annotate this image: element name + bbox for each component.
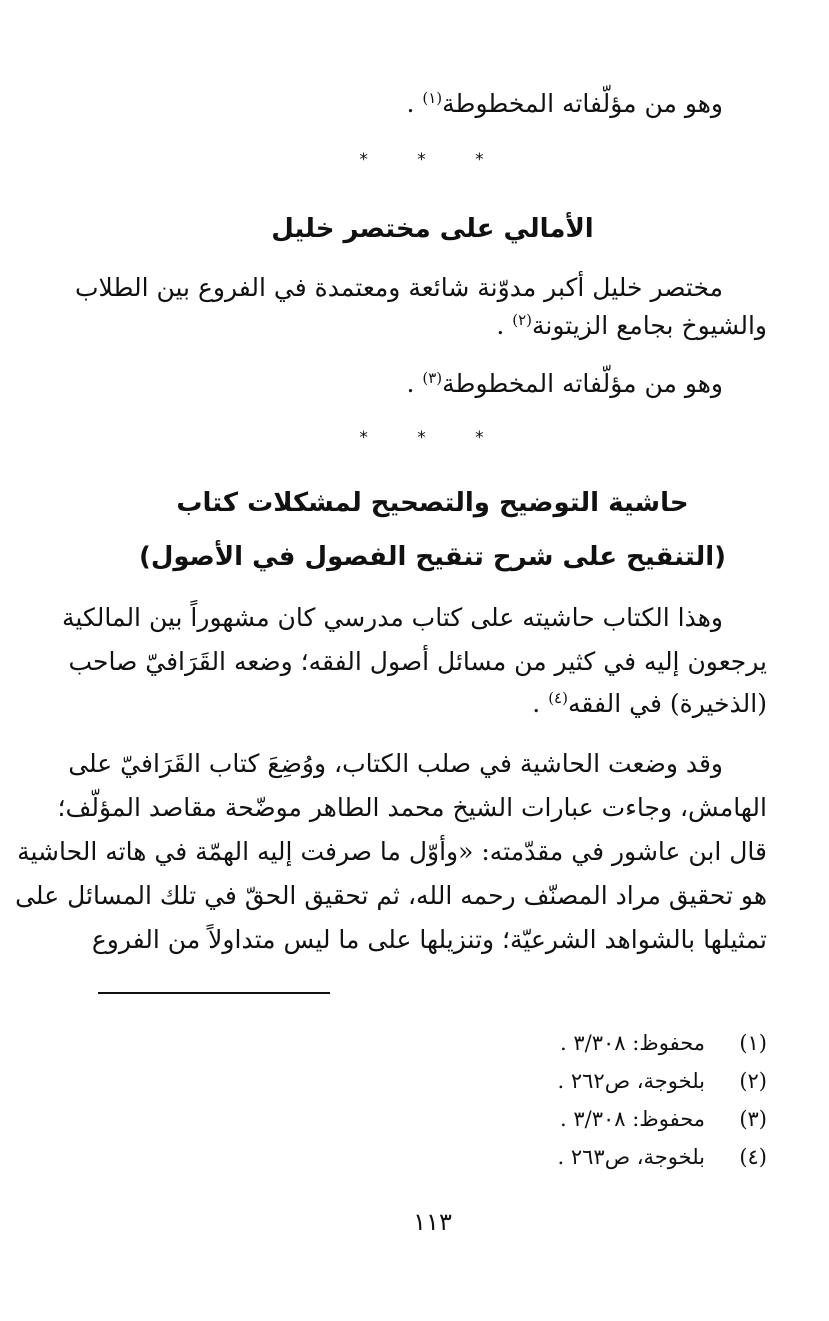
text: (الذخيرة) في الفقه [567,689,767,718]
footnote-divider [98,992,330,994]
footnote-ref: (٤) [548,689,568,707]
section-separator: * * * [359,428,506,448]
text-line: قال ابن عاشور في مقدّمته: «وأوّل ما صرفت إليه الهمّة في هاته الحاشية [17,837,767,866]
text: . [496,311,513,340]
section-heading: الأمالي على مختصر خليل [271,214,594,244]
section-subheading: (التنقيح على شرح تنقيح الفصول في الأصول) [138,542,727,572]
text-line: الهامش، وجاءت عبارات الشيخ محمد الطاهر موضّحة مقاصد المؤلّف؛ [57,793,767,822]
footnote-ref: (٢) [512,311,533,329]
footnote-text: محفوظ: ٣/٣٠٨ . [559,1031,705,1055]
footnote-2 [98,1064,767,1098]
text: وهو من مؤلّفاته المخطوطة [442,89,723,118]
section-separator: * * * [359,150,506,170]
text: . [406,89,423,118]
footnote-text: بلخوجة، ص٢٦٣ . [557,1145,705,1169]
text-line [98,686,767,722]
text-line: وقد وضعت الحاشية في صلب الكتاب، ووُضِعَ كتاب القَرَافيّ على [68,749,723,778]
footnote-text: بلخوجة، ص٢٦٢ . [557,1069,705,1093]
footnote-3 [98,1102,767,1136]
page-number: ١١٣ [413,1208,452,1236]
footnote-number: (٢) [739,1069,767,1093]
footnote-4 [98,1140,767,1174]
text: . [532,689,549,718]
text: والشيوخ بجامع الزيتونة [532,311,767,340]
text-line: وهذا الكتاب حاشيته على كتاب مدرسي كان مشهوراً بين المالكية [62,603,723,632]
text: . [406,369,423,398]
book-page [15,0,767,1321]
text-line [98,366,767,402]
footnote-ref: (٣) [422,369,443,387]
footnote-number: (١) [739,1031,767,1055]
footnote-text: محفوظ: ٣/٣٠٨ . [559,1107,705,1131]
text: وهو من مؤلّفاته المخطوطة [442,369,723,398]
text-line [98,86,767,122]
footnote-number: (٤) [739,1145,767,1169]
text-line [98,308,767,344]
section-heading: حاشية التوضيح والتصحيح لمشكلات كتاب [176,488,689,518]
footnote-number: (٣) [739,1107,767,1131]
footnote-ref: (١) [422,89,443,107]
text-line: مختصر خليل أكبر مدوّنة شائعة ومعتمدة في الفروع بين الطلاب [75,273,723,302]
text-line: تمثيلها بالشواهد الشرعيّة؛ وتنزيلها على ما ليس متداولاً من الفروع [91,925,767,954]
text-line: يرجعون إليه في كثير من مسائل أصول الفقه؛ وضعه القَرَافيّ صاحب [68,647,767,676]
footnote-1 [98,1026,767,1060]
text-line: هو تحقيق مراد المصنّف رحمه الله، ثم تحقيق الحقّ في تلك المسائل على [15,881,767,910]
